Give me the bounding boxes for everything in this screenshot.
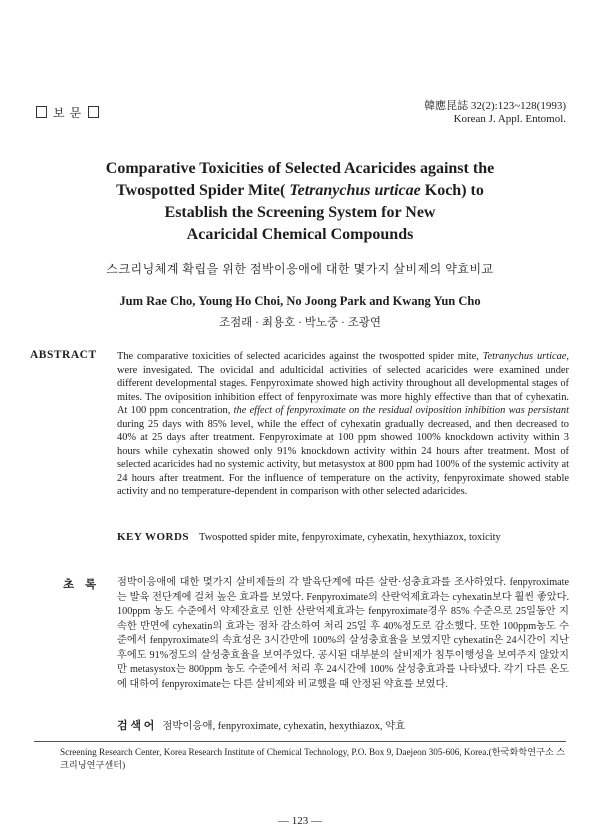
category-bracket-right-icon [88,106,99,118]
category-bracket-left-icon [36,106,47,118]
abstract-species: Tetranychus urticae [482,351,567,362]
title-line-2 [60,180,540,202]
journal-citation: 韓應昆誌 32(2):123~128(1993) [424,100,566,112]
korean-abstract-label [63,576,107,592]
article-category [36,104,99,121]
journal-header [424,100,566,126]
footnote-divider [34,741,566,742]
abstract-italic-phrase: the effect of fenpyroximate on the residual oviposition inhibition was persistant [233,405,569,416]
korean-abstract-text: 점박이응애에 대한 몇가지 살비제들의 각 발육단계에 따른 살란·성충효과를 조사하였다. fenpyroximate는 발육 전단계에 걸쳐 높은 효과를 보였다. Fenpyroximate의 산란억제효과는 cyhexatin보다 훨씬 좋았다. 100ppm 농도 수준에서 약제잔효로 인한 산란억제효과는 fenpyroximate경우 85% 수준으로 25일동안 지속한 반면에 cyhexatin의 효과는 점차 감소하여 처리 25일 후 40%정도로 감소했다. 또한 100ppm농도 수준에서 fenpyroximate의 속효성은 3시간만에 100%의 살성충효율을 보였지만 cyhexatin은 24시간이 지난 후에도 91%정도의 살성충효율을 보여주었다. 공시된 대부분의 살비제가 침투이행성을 보여주지 않았지만 metasystox는 800ppm 농도 수준에서 처리 후 24시간에 100% 살성충효과를 나타냈다. 각기 다른 온도에 대하여 fenpyroximate는 다른 살비제와 비교했을 때 안정된 약효를 보였다. [117,577,569,690]
authors-korean: 조점래 · 최용호 · 박노중 · 조광연 [218,317,382,329]
title-line-1: Comparative Toxicities of Selected Acaricides against the [105,160,495,177]
korean-keywords [117,717,569,733]
journal-english-name: Korean J. Appl. Entomol. [453,113,566,125]
title-line-2-prefix: Twospotted Spider Mite( [116,182,290,199]
title-line-2-suffix: Koch) to [420,182,484,199]
korean-title: 스크리닝체계 확립을 위한 점박이응애에 대한 몇가지 살비제의 약효비교 [106,262,494,276]
authors-english: Jum Rae Cho, Young Ho Choi, No Joong Park and Kwang Yun Cho [119,294,481,308]
title-species: Tetranychus urticae [289,182,421,199]
title-line-3: Establish the Screening System for New [164,204,436,221]
keywords-label: KEY WORDS [117,531,190,543]
paper-title [60,158,540,246]
category-label: 보 문 [53,106,83,120]
title-line-4: Acaricidal Chemical Compounds [186,226,414,243]
keywords [117,531,569,543]
abstract-label: ABSTRACT [30,349,97,361]
keywords-text: Twospotted spider mite, fenpyroximate, cyhexatin, hexythiazox, toxicity [199,532,501,543]
abstract-text [117,350,569,499]
affiliation-footnote: Screening Research Center, Korea Research Institute of Chemical Technology, P.O. Box 9, Daejeon 305-606, Korea.(한국화학연구소 스크리닝연구센터) [60,747,565,770]
abstract-part-3: during 25 days with 85% level, while the effect of cyhexatin gradually decreased, and then decreased to 40% at 25 days after treatment. Fenpyroximate at 100 ppm showed 100% knockdown activity within 3 hours while cyhexatin showed only 91% knockdown activity within 24 hours after treatment. Most of selected acaricides had no systemic activity, but metasystox at 800 ppm had 100% of the systemic activity at 24 hours after treatment. For the influence of temperature on the activity, fenpyroximate showed stable activity and no temperature-dependent in comparison with other selected adaricides. [117,418,569,497]
abstract-part-1: The comparative toxicities of selected acaricides against the twospotted spider mite, [117,351,479,362]
korean-keywords-label: 검 색 어 [117,720,155,732]
korean-keywords-text: 점박이응애, fenpyroximate, cyhexatin, hexythiazox, 약효 [162,721,406,732]
korean-abstract-label-1: 초 [63,579,75,591]
abstract-part-2: , were invesigated. The ovicidal and adulticidal activities of selected acaricides were examined under different developmental stages. Fenpyroximate showed high activity throughout all developmental stages of mites. The oviposition inhibition effect of fenpyroximate was more highly effective than that of cyhexatin. At 100 ppm concentration, [117,351,569,416]
page-number: — 123 — [278,815,322,827]
korean-abstract-label-2: 록 [85,579,97,591]
